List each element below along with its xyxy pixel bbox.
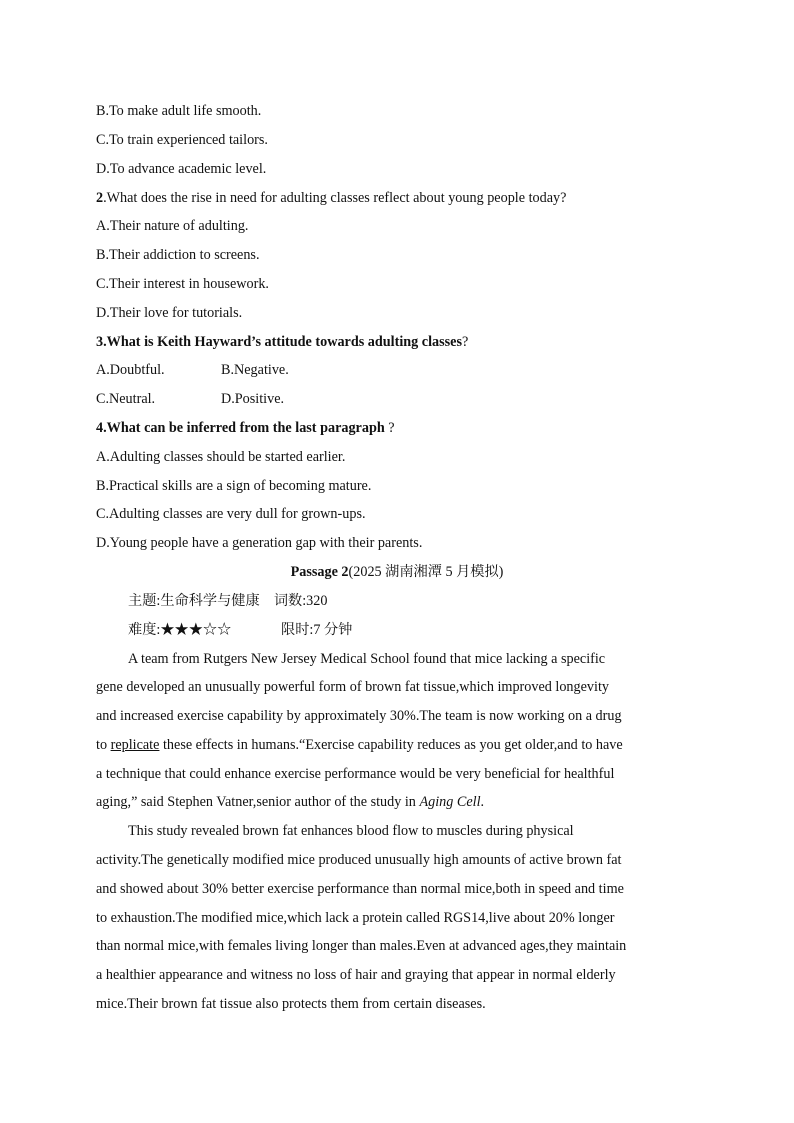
q3-stem-text: .What is Keith Hayward’s attitude towards adulting classes — [103, 334, 462, 350]
q3-question-mark: ? — [462, 334, 469, 350]
p1-line-6-pre: aging,” said Stephen Vatner,senior author of the study in — [96, 794, 420, 810]
q3-option-b: B.Negative. — [221, 362, 289, 378]
journal-name: Aging Cell — [419, 794, 481, 810]
p2-line-5: than normal mice,with females living longer than males.Even at advanced ages,they maintain — [96, 938, 627, 954]
p1-line-1: A team from Rutgers New Jersey Medical School found that mice lacking a specific — [128, 651, 606, 667]
passage-title-bold: Passage 2 — [290, 564, 349, 580]
q4-question-mark: ? — [384, 420, 395, 436]
passage-title — [0, 562, 794, 582]
q1-option-d: D.To advance academic level. — [96, 161, 267, 177]
p2-line-1: This study revealed brown fat enhances blood flow to muscles during physical — [128, 823, 574, 839]
p1-line-6 — [96, 792, 484, 812]
difficulty-stars: ★★★☆☆ — [160, 622, 232, 638]
passage-title-source: (2025 湖南湘潭 5 月模拟) — [348, 564, 504, 580]
p1-line-3: and increased exercise capability by approximately 30%.The team is now working on a drug — [96, 708, 622, 724]
p2-line-6: a healthier appearance and witness no loss of hair and graying that appear in normal elderly — [96, 967, 616, 983]
difficulty-label: 难度: — [128, 622, 161, 638]
p2-line-2: activity.The genetically modified mice produced unusually high amounts of active brown fat — [96, 852, 622, 868]
p1-line-6-post: . — [480, 794, 485, 810]
p2-line-7: mice.Their brown fat tissue also protects them from certain diseases. — [96, 996, 486, 1012]
p1-line-4-pre: to — [96, 737, 111, 753]
q3-option-c: C.Neutral. — [96, 391, 156, 407]
q3-number: 3 — [96, 334, 104, 350]
q2-option-c: C.Their interest in housework. — [96, 276, 269, 292]
q4-option-d: D.Young people have a generation gap with their parents. — [96, 535, 423, 551]
q3-option-a: A.Doubtful. — [96, 362, 165, 378]
q2-number: 2 — [96, 190, 104, 206]
q2-stem — [96, 188, 566, 208]
p2-line-3: and showed about 30% better exercise performance than normal mice,both in speed and time — [96, 881, 624, 897]
q4-stem — [96, 418, 395, 438]
passage-time-limit: 限时:7 分钟 — [281, 622, 353, 638]
q4-option-b: B.Practical skills are a sign of becoming mature. — [96, 478, 372, 494]
q4-option-c: C.Adulting classes are very dull for grown-ups. — [96, 506, 366, 522]
q2-stem-text: .What does the rise in need for adulting classes reflect about young people today? — [103, 190, 567, 206]
passage-difficulty — [128, 620, 231, 640]
underlined-word-replicate: replicate — [110, 737, 160, 753]
p1-line-2: gene developed an unusually powerful form of brown fat tissue,which improved longevity — [96, 679, 609, 695]
q2-option-a: A.Their nature of adulting. — [96, 218, 249, 234]
q2-option-b: B.Their addiction to screens. — [96, 247, 260, 263]
p2-line-4: to exhaustion.The modified mice,which lack a protein called RGS14,live about 20% longer — [96, 910, 615, 926]
passage-theme-line: 主题:生命科学与健康 词数:320 — [128, 593, 328, 609]
p1-line-5: a technique that could enhance exercise performance would be very beneficial for healthful — [96, 766, 615, 782]
q3-option-d: D.Positive. — [221, 391, 285, 407]
q4-stem-text: .What can be inferred from the last paragraph — [103, 420, 385, 436]
q1-option-c: C.To train experienced tailors. — [96, 132, 268, 148]
q1-option-b: B.To make adult life smooth. — [96, 103, 262, 119]
q2-option-d: D.Their love for tutorials. — [96, 305, 243, 321]
q3-stem — [96, 332, 468, 352]
q4-number: 4 — [96, 420, 104, 436]
q4-option-a: A.Adulting classes should be started earlier. — [96, 449, 346, 465]
p1-line-4-post: these effects in humans.“Exercise capability reduces as you get older,and to have — [159, 737, 623, 753]
p1-line-4 — [96, 735, 623, 755]
